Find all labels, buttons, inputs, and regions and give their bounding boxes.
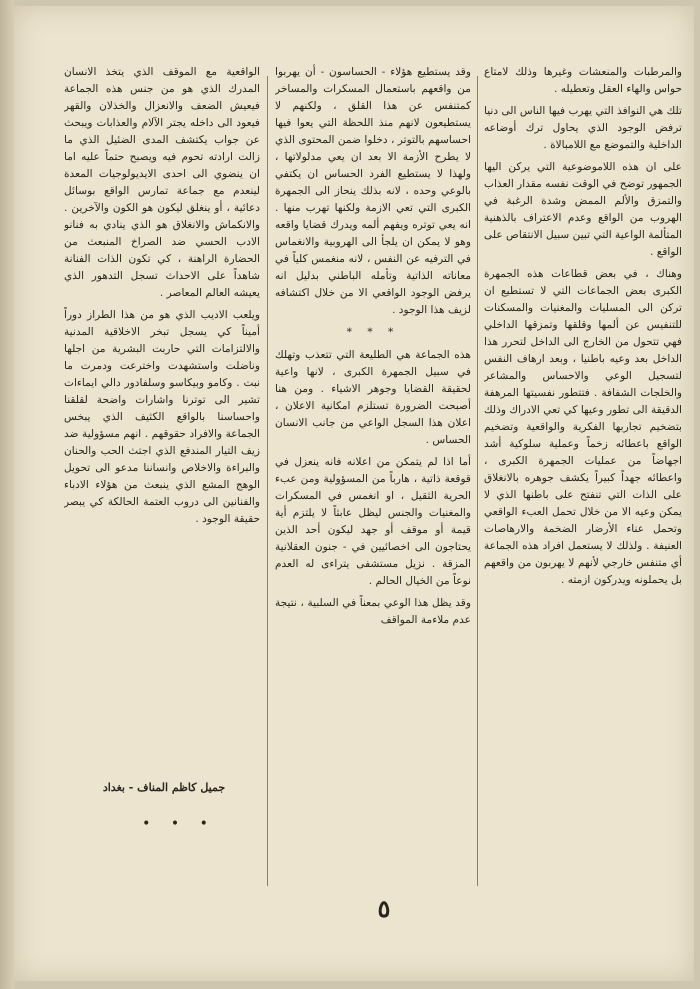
- author-signature: جميل كاظم المناف - بغداد: [102, 781, 226, 794]
- column-right: [484, 64, 682, 864]
- page-number: ٥: [377, 894, 391, 923]
- section-separator: * * *: [346, 326, 400, 338]
- end-mark: • • •: [142, 816, 216, 832]
- paragraph: ويلعب الاديب الذي هو من هذا الطراز دوراً أميناً كي يسجل تبخر الاخلاقية المدنية والالتزامات التي حاربت البشرية من اجلها وناضلت واستشهدت واخترعت ودمرت ما نبت . وكامو وبيكاسو وسلفادور دالي ايماءات تشير الى توترنا واشارات واضحة لقلقنا واحساسنا بالواقع الكثيف الذي يبخس الجماعة والافراد حقوقهم . انهم مسؤولية ضد زيف التيار المندفع الذي اجتث الحب والحنان والبراءة والاخلاص وانساننا مدعو الى تحويل الوهج المشع الذي ينبعث من هؤلاء الادباء والفنانين الى دروب العتمة الحالكة كي يبصر حقيقة الوجود .: [64, 309, 260, 525]
- column-divider: [477, 76, 478, 886]
- paragraph: وقد يظل هذا الوعي بمعناً في السلبية ، نتيجة عدم ملاءمة المواقف: [275, 597, 471, 626]
- binding-edge: [0, 0, 14, 989]
- column-middle: [275, 64, 471, 864]
- column-divider: [267, 76, 268, 886]
- paragraph: الواقعية مع الموقف الذي يتخذ الانسان المدرك الذي هو من جنس هذه الجماعة فيعيش الضعف والانعزال والخذلان والقهر فيعود الى داخله يجتر الآلام والعذابات ويبحث عن جواب يكتشف المدى الضئيل الذي ما زالت ارادته تحوم فيه ويصبح حتماً عليه اما ان ينضوي الى احدى الايديولوجيات المعدة لينعدم مع جماعة تمارس الواقع بوسائل دعائية ، أو ينغلق ليكون هو الكون والآخرين . والانكماش والانغلاق هو الذي ينادي به فنانو الادب الحسي ضد الصراخ المنبعث من الحضارة الراهنة ، كي تكون الذات الفنانة شاهداً على الاحداث تسجل التدهور الذي يعيشه العالم المعاصر .: [64, 66, 260, 299]
- paragraph: والمرطبات والمنعشات وغيرها وذلك لامتاع حواس والهاء العقل وتعطيله .: [484, 66, 682, 95]
- paragraph: وقد يستطيع هؤلاء - الحساسون - أن يهربوا من واقعهم باستعمال المسكرات والمساخر كمتنفس عن هذا القلق ، ولكنهم لا يستطيعون لانهم منذ اللحظة التي يعوا فيها احساسهم بالتوتر ، دخلوا ضمن المحتوى الذي لا يطرح الأزمة الا بعد ان يعي مدلولاتها ، ولهذا لا يستطيع الفرد الحساس ان يكتفي بالوعي وحده ، لانه بذلك ينحاز الى الجمهرة الكبرى التي تعي الازمة ولكنها تهرب منها . انه يعي توتره ويفهم ألمه ويدرك قضايا واقعه وهو لا يمكن ان يلجأ الى الهروبية والانغماس في الترفيه عن النفس ، لانه منغمس كلياً في معاناته الذاتية وتأمله الباطني بدليل انه يرفض الوجود الواقعي الا من خلال اكتشافه لزيف هذا الوجود .: [275, 66, 471, 316]
- magazine-page: [14, 6, 694, 981]
- paragraph: هذه الجماعة هي الطليعة التي تتعذب وتهلك في سبيل الجمهرة الكبرى ، لانها واعية لحقيقة القضايا وجوهر الاشياء . ومن هنا أصبحت الضرورة تستلزم امكانية الاعلان ، اعلان هذا السجل الواعي من جانب الانسان الحساس .: [275, 349, 471, 446]
- paragraph: تلك هي النوافذ التي يهرب فيها الناس الى دنيا ترفض الوجود الذي يحاول ترك أوضاعه الداخلية والتموضع مع اللامبالاة .: [484, 105, 682, 151]
- paragraph: وهناك ، في بعض قطاعات هذه الجمهرة الكبرى بعض الجماعات التي لا تستطيع ان تركن الى المسليات والمغنيات والمسكنات للتنفيس عن ألمها وقلقها وتمزقها الداخلي فهي تتحول من الخارج الى الداخل لتحرر هذا الداخل بعد وعيه باطنيا ، وبعد ارهاف النفس لتسجيل الوعي والاحساس والمشاعر والخلجات الشفافة . فتتطور نفسيتها المرهفة الدقيقة الى تطور وعيها كي تعي الادراك وذلك بتضخيم تجاربها الفكرية والواقعية وتضخيم الواقع باعطائه زخماً وعملية سلوكية أشد اجهاضاً من عمليات الجمهرة الكبرى ، واعطائه جهداً كبيراً يكشف جوهره بالانغلاق على الذات التي تنفتح على باطنها الذي لا يمكن وعيه الا من خلال تحمل العبء الواقعي وتحمل عناء الأرضار الضخمة والارهاصات العنيفة . ولذلك لا يستعمل افراد هذه الجماعة أي متنفس خارجي لأنهم لا يهربون من واقعهم بل يحملونه ويدركون ازمته .: [484, 268, 682, 586]
- paragraph: على ان هذه اللاموضوعية التي يركن اليها الجمهور توضح في الوقت نفسه مقدار العذاب والتمزق والألم الممض وشدة الرغبة في الهروب من الواقع وعدم الاعتراف بالذهنية المتألمة الواعية التي تبين سبيل الانتقاص على الواقع .: [484, 161, 682, 258]
- paragraph: أما اذا لم يتمكن من اعلانه فانه ينعزل في قوقعة ذاتية ، هارباً من المسؤولية ومن عبء الحرية الثقيل ، او انغمس في المسكرات والمغنيات والجنس ليظل عابثاً لا يلتزم أية قيمة أو موقف أو جهد ليكون أحد الذين يحتاجون الى اخصائيين في - جنون العقلانية المزقة . نزيل مستشفى يتراءى له العدم نوعاً من الخيال الحالم .: [275, 456, 471, 587]
- column-left: [64, 64, 260, 776]
